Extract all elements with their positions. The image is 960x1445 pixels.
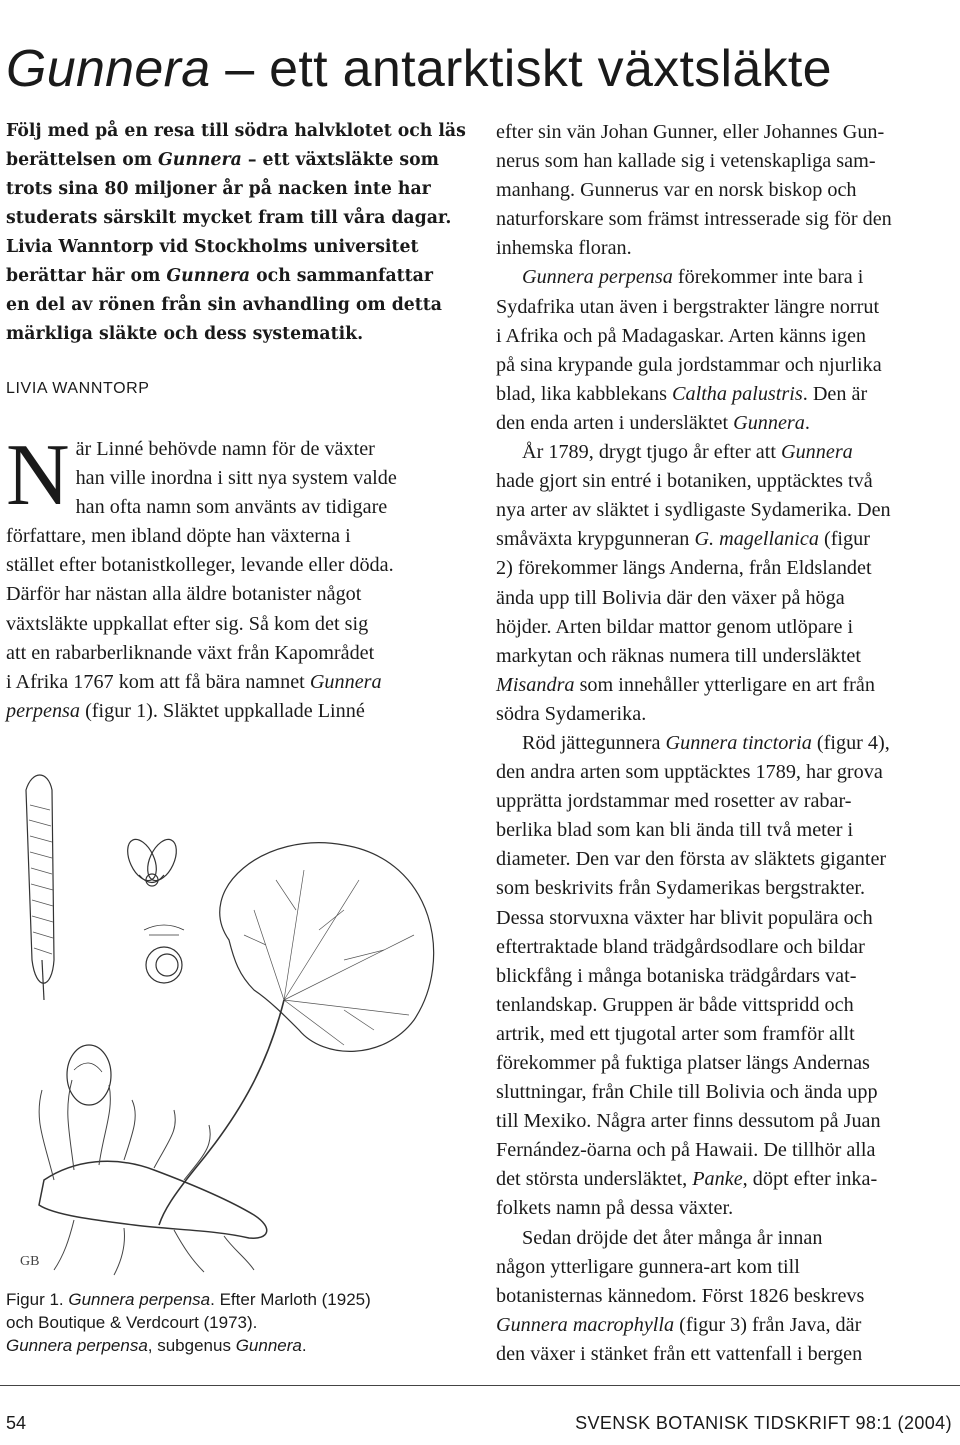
body-line: växtsläkte uppkallat efter sig. Så kom det sig — [6, 612, 369, 635]
text-segment: , döpt efter inka- — [742, 1168, 878, 1191]
body-line: diameter. Den var den första av släktets giganter — [496, 848, 887, 871]
body-line: 2) förekommer längs Anderna, från Eldslandet — [496, 557, 872, 580]
text-segment: Figur 1. — [6, 1290, 69, 1309]
body-line — [496, 263, 958, 292]
caption-line-3 — [6, 1334, 476, 1357]
figure-caption — [6, 1288, 476, 1357]
paragraph — [496, 263, 958, 438]
body-line: förekommer på fuktiga platser längs Andernas — [496, 1052, 870, 1074]
left-body-text — [6, 427, 456, 726]
seed-detail — [67, 1045, 111, 1105]
body-line: Fernández-öarna och på Hawaii. De tillhör alla — [496, 1139, 876, 1162]
text-segment: det största undersläktet, — [496, 1168, 693, 1191]
lead-line: studerats särskilt mycket fram till våra dagar. — [6, 208, 452, 228]
text-segment: – ett växtsläkte som — [241, 150, 439, 170]
italic-term: . — [301, 1336, 307, 1355]
italic-term: Gunnera — [781, 441, 853, 464]
right-body-text — [496, 118, 958, 1369]
body-line: i Afrika och på Madagaskar. Arten känns igen — [496, 324, 866, 347]
body-line: den andra arten som upptäcktes 1789, har grova — [496, 761, 883, 784]
body-line — [6, 697, 456, 726]
body-line: han ville inordna i sitt nya system valde — [75, 467, 397, 490]
fruit-detail — [146, 947, 182, 983]
body-line: författare, men ibland döpte han växterna i — [6, 525, 351, 548]
paragraph — [496, 729, 958, 1224]
italic-term: Gunnera — [158, 150, 242, 170]
text-segment: (figur 1). Släktet uppkallade Linné — [80, 699, 365, 722]
footer-rule — [0, 1385, 960, 1386]
body-line: berlika blad som kan bli ända till två meter i — [496, 819, 854, 842]
body-line: artrik, med ett tjugotal arter som framför allt — [496, 1022, 855, 1045]
italic-term: Misandra — [496, 673, 575, 696]
lead-line — [6, 146, 456, 175]
body-line: eftertraktade bland trädgårdsodlare och bildar — [496, 935, 865, 958]
lead-line: Följ med på en resa till södra halvklotet och läs — [6, 121, 466, 141]
text-segment: berättelsen om — [6, 150, 159, 170]
flower-spike — [26, 775, 54, 983]
paragraph — [496, 1224, 958, 1369]
body-line — [496, 409, 958, 438]
body-line — [6, 668, 456, 697]
italic-term: Panke — [692, 1168, 743, 1191]
text-segment: den enda arten i undersläktet — [496, 411, 734, 434]
article-title — [6, 37, 956, 101]
body-line: den växer i stänket från ett vattenfall i bergen — [496, 1342, 863, 1365]
body-line — [496, 438, 958, 467]
italic-term: Gunnera perpensa — [522, 266, 673, 289]
body-line: Sedan dröjde det åter många år innan — [522, 1226, 823, 1249]
lead-line: trots sina 80 miljoner år på nacken inte har — [6, 179, 431, 199]
author-byline: LIVIA WANNTORP — [6, 380, 150, 397]
body-line: naturforskare som främst intresserade sig för den — [496, 208, 892, 231]
body-line: markytan och räknas numera till undersläktet — [496, 644, 861, 667]
body-line: någon ytterligare gunnera-art kom till — [496, 1255, 800, 1278]
text-segment: Gunnera — [235, 1336, 302, 1355]
body-line — [496, 525, 958, 554]
text-segment: Röd jättegunnera — [522, 731, 666, 754]
italic-term: Gunnera perpensa — [68, 1290, 211, 1309]
lead-line: en del av rönen från sin avhandling om detta — [6, 295, 442, 315]
body-line — [496, 671, 958, 700]
text-segment: År 1789, drygt tjugo år efter att — [522, 441, 781, 464]
italic-term: G. magellanica — [694, 528, 819, 551]
italic-term: , subgenus — [147, 1336, 236, 1355]
lead-paragraph — [6, 117, 466, 349]
italic-term: Gunnera tinctoria — [665, 731, 812, 754]
body-line: stället efter botanistkolleger, levande eller döda. — [6, 554, 394, 577]
italic-term: Gunnera — [166, 266, 251, 286]
lead-line — [6, 262, 456, 291]
body-line: till Mexiko. Några arter finns dessutom på Juan — [496, 1110, 881, 1133]
text-segment: i Afrika 1767 kom att få bära namnet — [6, 670, 310, 693]
body-line: på sina krypande gula jordstammar och njurlika — [496, 353, 882, 376]
title-rest: – ett antarktiskt växtsläkte — [210, 39, 832, 98]
botanical-illustration — [14, 760, 454, 1280]
text-segment: småväxta krypgunneran — [496, 528, 695, 551]
text-segment: berättar här om — [6, 266, 167, 286]
text-segment: som innehåller ytterligare en art från — [574, 673, 875, 696]
italic-term: perpensa — [6, 699, 81, 722]
body-line: sluttningar, från Chile till Bolivia och ända upp — [496, 1081, 878, 1104]
body-line: nerus som han kallade sig i vetenskapliga sam- — [496, 150, 876, 173]
body-line — [496, 1165, 958, 1194]
body-line — [496, 380, 958, 409]
paragraph — [496, 438, 958, 729]
text-segment: Gunnera perpensa — [6, 1336, 148, 1355]
rhizome — [39, 1161, 267, 1238]
body-line: ända upp till Bolivia där den växer på höga — [496, 586, 845, 609]
body-line — [496, 729, 958, 758]
illustrator-initials: GB — [20, 1254, 40, 1269]
italic-term: Gunnera macrophylla — [496, 1313, 675, 1336]
text-segment: förekommer inte bara i — [672, 266, 864, 289]
body-line: hade gjort sin entré i botaniken, upptäcktes två — [496, 470, 873, 493]
body-line: blickfång i många botaniska trädgårdars vat- — [496, 964, 857, 987]
lead-line: Livia Wanntorp vid Stockholms universitet — [6, 237, 419, 257]
body-line: upprätta jordstammar med rosetter av rabar- — [496, 790, 852, 813]
lead-line: märkliga släkte och dess systematik. — [6, 324, 364, 344]
body-line: efter sin vän Johan Gunner, eller Johannes Gun- — [496, 121, 885, 143]
body-line: Dessa storvuxna växter har blivit populära och — [496, 906, 873, 929]
text-segment: blad, lika kabblekans — [496, 382, 673, 405]
body-line: Därför har nästan alla äldre botanister något — [6, 583, 362, 606]
text-segment: (figur 3) från Java, där — [674, 1313, 862, 1336]
text-segment: (figur — [818, 528, 870, 551]
body-line: höjder. Arten bildar mattor genom utlöpare i — [496, 615, 854, 638]
body-line: manhang. Gunnerus var en norsk biskop och — [496, 179, 857, 202]
text-segment: (figur 4), — [811, 731, 890, 754]
journal-name: SVENSK BOTANISK TIDSKRIFT 98:1 (2004) — [575, 1413, 952, 1433]
body-line: som beskrivits från Sydamerikas bergstrakter. — [496, 877, 866, 900]
caption-line-1 — [6, 1288, 476, 1311]
text-segment: . — [804, 411, 810, 434]
body-line: är Linné behövde namn för de växter — [75, 438, 375, 460]
body-line: att en rabarberliknande växt från Kapområdet — [6, 641, 375, 664]
text-segment: och sammanfattar — [250, 266, 433, 286]
text-segment: . Den är — [802, 382, 868, 405]
italic-term: Gunnera — [309, 670, 382, 693]
body-line: tenlandskap. Gruppen är både vittspridd och — [496, 993, 854, 1016]
paragraph — [496, 118, 958, 263]
body-line: folkets namn på dessa växter. — [496, 1197, 734, 1220]
title-italic: Gunnera — [6, 39, 211, 98]
body-line: södra Sydamerika. — [496, 702, 647, 725]
body-line: Sydafrika utan även i bergstrakter längre norrut — [496, 295, 880, 318]
body-line: nya arter av släktet i sydligaste Sydamerika. Den — [496, 499, 891, 522]
leaf-stalk — [159, 1000, 284, 1225]
page-number: 54 — [6, 1413, 27, 1433]
drop-cap: N — [6, 427, 70, 524]
body-line: inhemska floran. — [496, 237, 632, 260]
body-line: botanisternas kännedom. Först 1826 beskrevs — [496, 1284, 865, 1307]
text-segment: . Efter Marloth (1925) — [210, 1290, 371, 1309]
caption-line-2: och Boutique & Verdcourt (1973). — [6, 1313, 258, 1332]
italic-term: Gunnera — [733, 411, 805, 434]
body-line: han ofta namn som använts av tidigare — [75, 496, 388, 519]
italic-term: Caltha palustris — [672, 382, 803, 405]
kidney-leaf — [220, 843, 434, 1052]
body-line — [496, 1311, 958, 1340]
